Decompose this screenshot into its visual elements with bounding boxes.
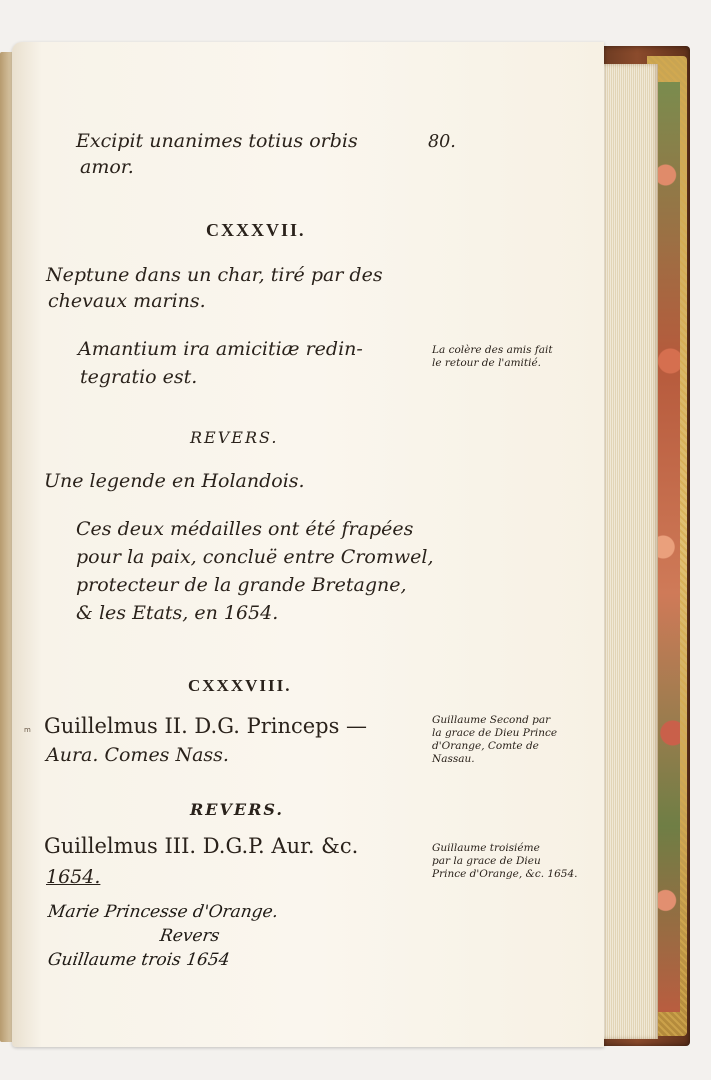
margin-note: Guillaume Second par <box>432 714 551 726</box>
margin-note: Nassau. <box>432 753 475 765</box>
text-line: Neptune dans un char, tiré par des <box>46 264 383 286</box>
text-line: Amantium ira amicitiæ redin- <box>78 338 363 360</box>
text-line: tegratio est. <box>80 366 198 388</box>
book <box>0 22 700 1052</box>
margin-note: Guillaume troisiéme <box>432 842 540 854</box>
handwritten-line: Revers <box>158 926 221 946</box>
text-line: 1654. <box>46 866 101 888</box>
section-heading: CXXXVIII. <box>188 676 292 695</box>
margin-note: Prince d'Orange, &c. 1654. <box>432 868 578 880</box>
margin-note: par la grace de Dieu <box>432 855 541 867</box>
section-heading: REVERS. <box>190 800 284 819</box>
section-heading: CXXXVII. <box>206 220 306 240</box>
margin-mark: m <box>24 726 31 734</box>
page-edges <box>600 64 658 1039</box>
handwritten-line: Marie Princesse d'Orange. <box>46 902 280 922</box>
folio-number: 80. <box>428 132 456 152</box>
section-heading: REVERS. <box>190 428 279 447</box>
text-line: & les Etats, en 1654. <box>76 602 279 624</box>
text-line: Ces deux médailles ont été frapées <box>76 518 414 540</box>
margin-note: la grace de Dieu Prince <box>432 727 558 739</box>
manuscript-page <box>12 42 604 1047</box>
margin-note: d'Orange, Comte de <box>432 740 539 752</box>
margin-note: La colère des amis fait <box>432 344 553 356</box>
handwritten-line: Guillaume trois 1654 <box>46 950 231 970</box>
text-line: pour la paix, concluë entre Cromwel, <box>76 546 434 568</box>
text-line: Excipit unanimes totius orbis <box>76 130 358 152</box>
text-line: amor. <box>80 156 134 178</box>
text-line: protecteur de la grande Bretagne, <box>76 574 407 596</box>
left-cover <box>0 52 12 1042</box>
margin-note: le retour de l'amitié. <box>432 357 542 369</box>
text-line: chevaux marins. <box>48 290 206 312</box>
text-line: Aura. Comes Nass. <box>46 744 229 766</box>
text-line: Guillelmus III. D.G.P. Aur. &c. <box>44 834 359 858</box>
marbled-edge <box>656 82 680 1012</box>
text-line: Une legende en Holandois. <box>44 470 305 492</box>
text-line: Guillelmus II. D.G. Princeps — <box>44 714 368 738</box>
